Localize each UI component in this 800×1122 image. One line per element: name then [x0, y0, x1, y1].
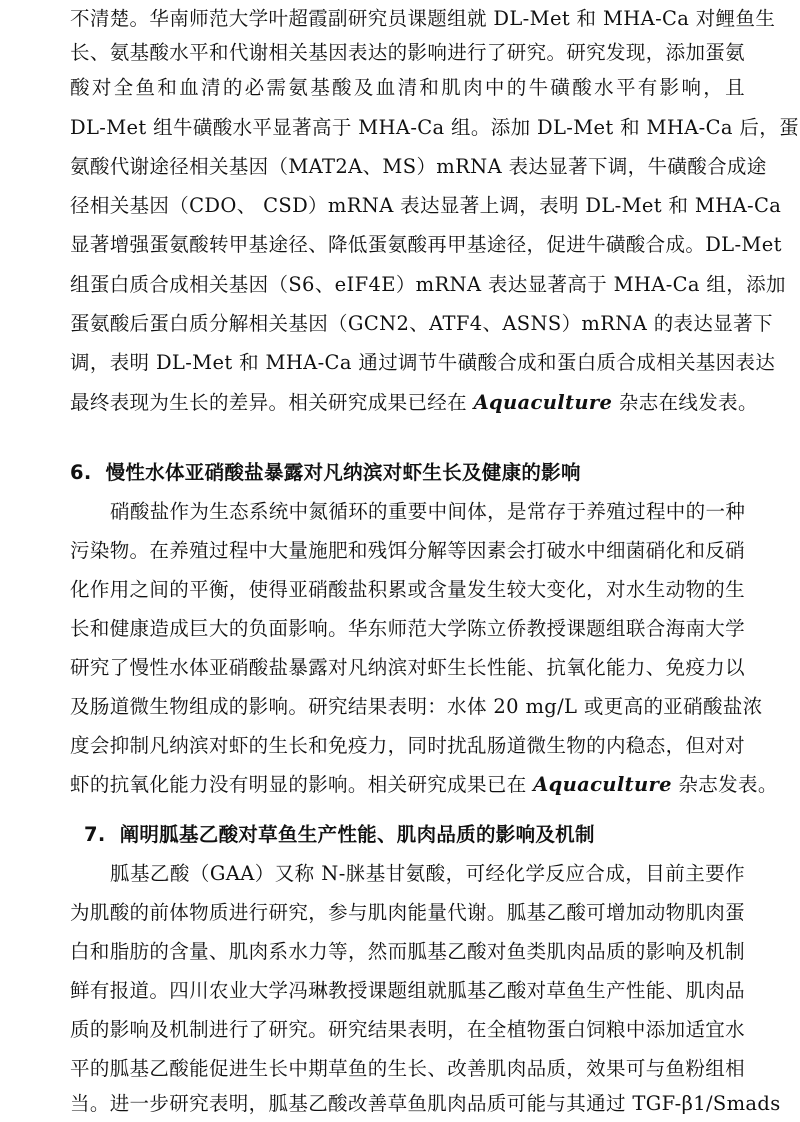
text-line-last	[70, 386, 758, 420]
text-line: 硝酸盐作为生态系统中氮循环的重要中间体，是常存于养殖过程中的一种	[110, 500, 746, 523]
journal-name: Aquaculture	[473, 391, 613, 414]
text-line: 鲜有报道。四川农业大学冯琳教授课题组就胍基乙酸对草鱼生产性能、肌肉品	[70, 979, 745, 1002]
text-line: 平的胍基乙酸能促进生长中期草鱼的生长、改善肌肉品质，效果可与鱼粉组相	[70, 1057, 745, 1080]
section-heading-6	[70, 456, 581, 490]
text-line: 长和健康造成巨大的负面影响。华东师范大学陈立侨教授课题组联合海南大学	[70, 617, 745, 640]
section-title: 慢性水体亚硝酸盐暴露对凡纳滨对虾生长及健康的影响	[105, 461, 581, 484]
section-number: 7.	[84, 823, 106, 846]
section-number: 6.	[70, 461, 92, 484]
text-line: 蛋氨酸后蛋白质分解相关基因（GCN2、ATF4、ASNS）mRNA 的表达显著下	[70, 312, 773, 335]
journal-name: Aquaculture	[533, 773, 672, 796]
text-line: 化作用之间的平衡，使得亚硝酸盐积累或含量发生较大变化，对水生动物的生	[70, 578, 745, 601]
text-line: 胍基乙酸（GAA）又称 N-脒基甘氨酸，可经化学反应合成，目前主要作	[110, 862, 745, 885]
text-fragment: 杂志在线发表。	[612, 391, 758, 414]
text-fragment: 虾的抗氧化能力没有明显的影响。相关研究成果已在	[70, 773, 534, 796]
text-line: 不清楚。华南师范大学叶超霞副研究员课题组就 DL-Met 和 MHA-Ca 对鲤鱼生	[70, 7, 776, 30]
text-line: 氨酸代谢途径相关基因（MAT2A、MS）mRNA 表达显著下调，牛磺酸合成途	[70, 155, 767, 178]
text-fragment: 最终表现为生长的差异。相关研究成果已经在	[70, 391, 474, 414]
text-line: 长、氨基酸水平和代谢相关基因表达的影响进行了研究。研究发现，添加蛋氨	[70, 41, 745, 64]
text-line: 为肌酸的前体物质进行研究，参与肌肉能量代谢。胍基乙酸可增加动物肌肉蛋	[70, 901, 745, 924]
text-line: 白和脂肪的含量、肌肉系水力等，然而胍基乙酸对鱼类肌肉品质的影响及机制	[70, 940, 745, 963]
section-heading-7	[84, 818, 595, 852]
text-line: 污染物。在养殖过程中大量施肥和残饵分解等因素会打破水中细菌硝化和反硝	[70, 539, 745, 562]
text-line: 显著增强蛋氨酸转甲基途径、降低蛋氨酸再甲基途径，促进牛磺酸合成。DL-Met	[70, 233, 782, 256]
text-line: DL-Met 组牛磺酸水平显著高于 MHA-Ca 组。添加 DL-Met 和 MHA-Ca 后，蛋	[70, 116, 799, 139]
text-fragment: 杂志发表。	[671, 773, 778, 796]
section-title: 阐明胍基乙酸对草鱼生产性能、肌肉品质的影响及机制	[119, 823, 595, 846]
text-line: 度会抑制凡纳滨对虾的生长和免疫力，同时扰乱肠道微生物的内稳态，但对对	[70, 734, 745, 757]
text-line: 径相关基因（CDO、 CSD）mRNA 表达显著上调，表明 DL-Met 和 MHA-Ca	[70, 194, 782, 217]
text-line: 组蛋白质合成相关基因（S6、eIF4E）mRNA 表达显著高于 MHA-Ca 组，添加	[70, 273, 786, 296]
text-line: 当。进一步研究表明，胍基乙酸改善草鱼肌肉品质可能与其通过 TGF-β1/Smads	[70, 1092, 781, 1115]
text-line-last	[70, 768, 778, 802]
text-line: 酸对全鱼和血清的必需氨基酸及血清和肌肉中的牛磺酸水平有影响，且	[70, 76, 745, 99]
text-line: 质的影响及机制进行了研究。研究结果表明，在全植物蛋白饲粮中添加适宜水	[70, 1018, 745, 1041]
text-line: 研究了慢性水体亚硝酸盐暴露对凡纳滨对虾生长性能、抗氧化能力、免疫力以	[70, 656, 745, 679]
text-line: 调，表明 DL-Met 和 MHA-Ca 通过调节牛磺酸合成和蛋白质合成相关基因表达	[70, 351, 776, 374]
text-line: 及肠道微生物组成的影响。研究结果表明：水体 20 mg/L 或更高的亚硝酸盐浓	[70, 695, 763, 718]
